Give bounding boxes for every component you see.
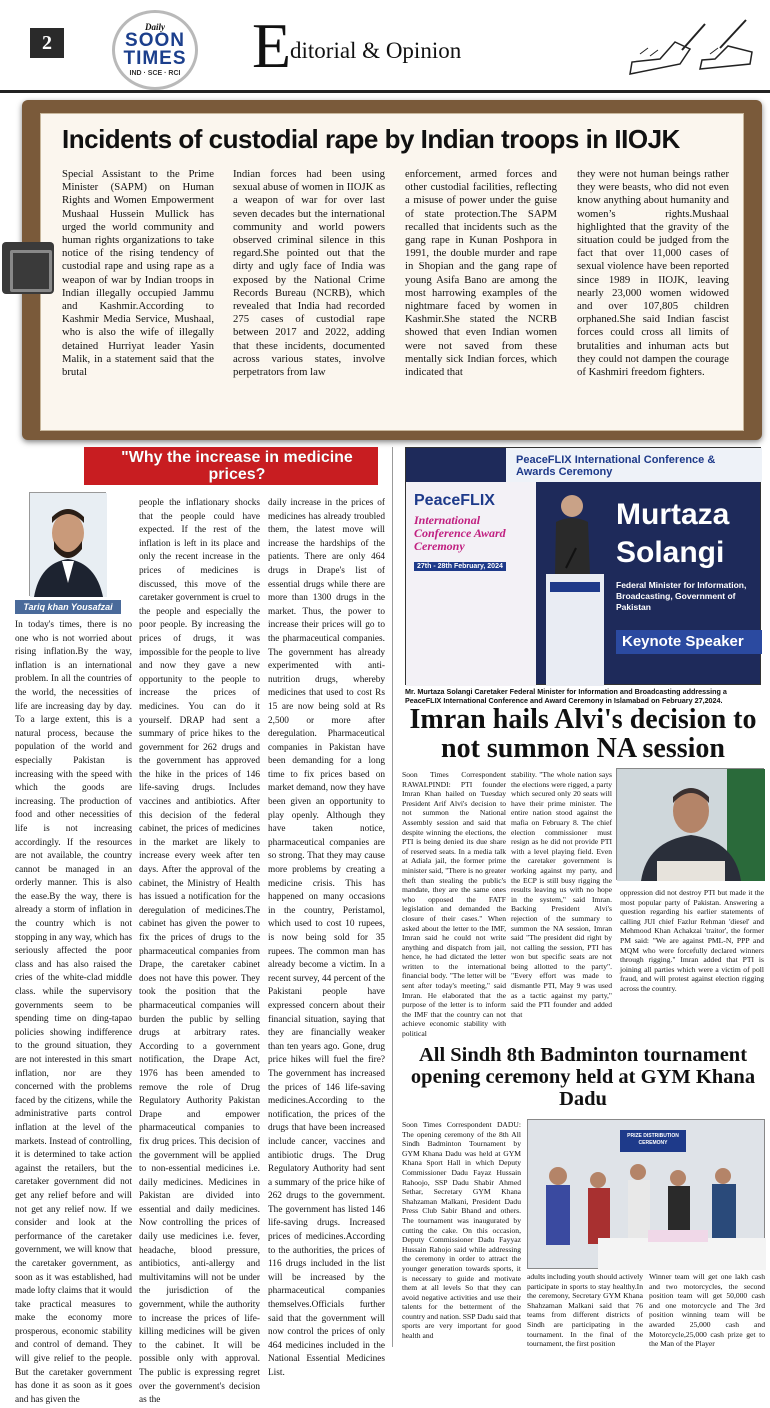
photo-left-subtitle: International Conference Award Ceremony: [414, 513, 506, 553]
opinion-column-2: people the inflationary shocks that the people could have expected. If the rest of the inflation is left in its place and only the recent increase in the prices of medicines is discussed, this move of the caretaker government is cruel to the people and especially the poor people. By increasing the prices of drugs, it was impossible for the people to live and now they gave a new opportunity to the people to increase the prices of medicines. You can do it yourself. DRAP had sent a summary of price hikes to the government for 262 drugs and the government has approved the hike in the prices of 146 life-saving drugs. Includes vaccines and antibiotics. After this decision of the federal cabinet, the prices of medicines in the market are likely to increase every week after ten days. After the approval of the cabinet, the Ministry of Health has issued a notification for the deregulation of medicines.The cabinet has given the power to fix the prices of drugs to the pharmaceutical companies from Drape, the caretaker cabinet does not have this power. They took the position that the pharmaceutical companies will burden the public by selling drugs at arbitrary rates. According to a government notification, the Drape Act, 1976 has been amended to remove the role of Drug Regulatory Authority Pakistan Drape and empower pharmaceutical companies to fix drug prices. This decision of the government will be applied to non-essential medicines i.e. daily medicines. Medicines in Pakistan are divided into essential and daily medicines. Now controlling the prices of daily use medicines i.e. fever, headache, blood pressure, antibiotics, anti-allergy and multivitamins will not be under the jurisdiction of the government, while the authority to increase the prices of life-killing medicines will be given to the cabinet. It will be possible only with approval. The public is expressing regret over the government's decision as the: [139, 498, 260, 1406]
editorial-title: Incidents of custodial rape by Indian troops in IIOJK: [62, 124, 680, 154]
imran-portrait-icon: [617, 769, 765, 881]
opinion-title: "Why the increase in medicine prices?: [121, 449, 353, 483]
ceremony-sign: PRIZE DISTRIBUTION CEREMONY: [620, 1130, 686, 1152]
logo-title: SOON TIMES: [123, 30, 187, 69]
newspaper-logo: [112, 10, 198, 90]
author-portrait: [29, 492, 106, 596]
photo-banner-text: PeaceFLIX International Conference & Awards Ceremony: [516, 454, 716, 478]
header-rule: [0, 90, 770, 93]
writing-hands-icon: [620, 14, 760, 84]
photo-name-2: Solangi: [616, 536, 725, 569]
logo-daily: Daily: [145, 22, 165, 32]
opinion-column-1: In today's times, there is no one who is not worried about rising inflation.By the way, inflation is an international problem. In all the countries of the world, the necessities of life are increasing day by day. To a large extent, this is a natural process, because the population of the world and especially Pakistan is increasing with the speed with which the goods are increasing. The production of food and other necessities of life is not increasing accordingly. If the resources are not available, the country cannot be managed in an orderly manner. This is also the ease.By the way, there is already a storm of inflation in the country which is not stopping in any way, which has seriously affected the poor class and has also raised the cries of the white-clad middle class. while the supervisory governments seem to be spending time on ding-tapao policies showing indifference to the ground situation, they are not interested in this smart inflation, nor are they concerned with the problems faced by the citizens, while the administrative parts control inflation at the level of the markets. Instead of controlling, it is determined to take action against the retailers, but the caretaker government did not get any relief before and will not get any relief now. If we consider and look at the performance of the caretaker government, we will know that the caretaker government, as soon as it was established, had made lofty claims that it would take practical measures to make the economy more prosperous, economic stability and control of demand. They will give relief to the people. But the caretaker government has done it as soon as it goes and has given the: [15, 620, 132, 1405]
editorial-column-1: Special Assistant to the Prime Minister (SAPM) on Human Rights and Women Empowerment Mushaal Hussein Mullick has urged the world community and human rights organizations to take notice of the rising tendency of custodial rape and using rape as a weapon of war by Indian troops in Indian illegally occupied Jammu and Kashmir.According to Kashmir Media Service, Mushaal, who is also the wife of illegally detained Hurriyat leader Yasin Malik, in a statement said that the brutal: [62, 168, 214, 379]
imran-column-1: Soon Times Correspondent RAWALPINDI: PTI founder Imran Khan hailed on Tuesday President Arif Alvi's decision to not summon the National Assembly session and said that despite winning the elections, the PTI is being denied its due share of reserved seats. In a media talk at Adiala jail, the former prime minister said, "There is no greater theft than stealing the public's mandate, they are the same ones who opposed the FATF legislation and demanded the closure of their cases." When asked about the letter to the IMF, Imran said he could not write anything and dispatch from jail, hence, he had dictated the letter written to the international financial body. "The letter will be sent after today's meeting," said Imran. He elaborated that the purpose of the letter is to inform the IMF that the country can not achieve economic stability with political: [402, 770, 506, 1039]
conference-photo: [405, 447, 761, 685]
author-name: Tariq khan Yousafzai: [15, 600, 121, 614]
imran-headline: Imran hails Alvi's decision to not summon NA session: [409, 704, 757, 764]
editorial-column-3: enforcement, armed forces and other custodial facilities, reflecting a misuse of power under the guise of state protection.The SAPM recalled that incidents such as the gang rape in Kunan Poshpora in 1991, the double murder and rape in Shopian and the gang rape of young Asifa Bano are among the most harrowing examples of the nightmare faced by women in Kashmir.She stated the NCRB showed that even Indian women were not saved from these mentally sick Indian forces, which indicated that: [405, 168, 557, 379]
sindh-column-2: adults including youth should actively participate in sports to stay healthy.In the ceremony, Secretary GYM Khana Shahzaman Malkani said that 76 teams from different districts of Sindh are participating in the tournament. In the final of the tournament, the first position: [527, 1272, 644, 1349]
sindh-headline: All Sindh 8th Badminton tournament opening ceremony held at GYM Khana Dadu: [410, 1044, 756, 1110]
editorial-column-2: Indian forces had been using sexual abuse of women in IIOJK as a weapon of war for over last seven decades but the international community and world powers observed criminal silence in this regard.She pointed out that the dirty and ugly face of India was exposed by the National Crime Records Bureau (NCRB), which revealed that India had recorded 275 cases of custodial rape between 2017 and 2022, adding that these incidents, documented across various states, involve perpetrators from law: [233, 168, 385, 379]
logo-tagline: IND · SCE · RCI: [129, 70, 181, 77]
imran-column-2: stability. "The whole nation says the elections were rigged, a party which secured only 20 seats will have their prime minister. The entire nation stood against the mafia on February 8. The chief election commissioner must resign as he did not provide PTI with a level playing field. Even the caretaker government is working against my party, and the ECP is still busy rigging the results leaving us with no hope in the system," said Imran. Backing President Alvi's rejection of the summary to summon the NA session, Imran said "The president did right by not calling the session, PTI has won but specific seats are not being allotted to the party". "Every effort was made to dismantle PTI, May 9 was used as a tactic against my party," said the PTI founder and added that: [511, 770, 612, 1019]
person-photo-icon: [30, 493, 107, 597]
photo-name-1: Murtaza: [616, 498, 730, 531]
photo-left-date: 27th - 28th February, 2024: [414, 562, 506, 571]
opinion-column-3: daily increase in the prices of medicines has already troubled them, the latest move will increase the hardships of the patients. There are only 464 drugs in Drape's list of essential drugs while there are more than 1300 drugs in the market. Thus, the power to increase their prices will go to the pharmaceutical companies. The government has already experimented with anti-nutrition drugs, whereby medicines that used to cost Rs 15 are now being sold at Rs 2,500 or more after deregulation. Pharmaceutical companies in Pakistan have been demanding for a long time to fix prices based on market demand, now they have been given an opportunity to play openly. Although they have taken notice, pharmaceutical companies are so strong. That they may cause more problems by creating a medicine crisis. This has happened on many occasions in the country, Peristamol, which used to cost 10 rupees, is now being sold for 35 rupees. The common man has already become a victim. In a recent survey, 44 percent of the Pakistani people have expressed concern about their financial situation, saying that they are financially weaker than ten years ago. Gone, drug price hikes will fuel the fire?The government has increased the prices of 146 life-saving medicines.According to the notification, the prices of the drugs that have been increased include cancer, vaccines and antibiotic drugs. The Drug Regulatory Authority had sent a summary of the price hike of 262 drugs to the government. The government has listed 146 life-saving drugs. Increased prices of medicines.According to the authorities, the prices of 116 drugs included in the list will be increased by the pharmaceutical companies themselves.Officials further said that the government will now control the prices of only 464 medicines included in the National Essential Medicines List.: [268, 498, 385, 1378]
column-divider: [392, 447, 393, 1347]
photo-caption: Mr. Murtaza Solangi Caretaker Federal Minister for Information and Broadcasting addressing a PeaceFLIX International Conference and Award Ceremony in Islamabad on February 27,2024.: [405, 687, 727, 705]
section-title: ditorial & Opinion: [290, 38, 462, 63]
sindh-column-1: Soon Times Correspondent DADU: The opening ceremony of the 8th All Sindh Badminton Tournament by GYM Khana Dadu was held at GYM Khana Sport Hall in which Deputy Commissioner Dadu Fayaz Hussain Rahoojo, SSP Dadu Shabir Ahmed Sethar, Secretary GYM Khana Shahzaman Malkani, President Dadu Press Club Sabir Bhand and others. The tournament was inaugurated by cutting the cake. On this occasion, Deputy Commissioner Dadu Fayyaz Hussain Rahojo said while addressing the ceremony in order to attract the younger generation towards sports, it is necessary to guide and motivate them at all levels So that they can avoid negative activities and use their talents for the betterment of the country and nation. SSP Dadu said that sports are very important for good health and: [402, 1120, 521, 1341]
badminton-ceremony-photo: [527, 1119, 765, 1269]
sindh-column-3: Winner team will get one lakh cash and two motorcycles, the second position team will get 50,000 cash and one motorcycle and The 3rd position winning team will be awarded 25,000 cash and Motorcycle,25,000 cash prize get to the Man of the Player: [649, 1272, 765, 1349]
photo-keynote: Keynote Speaker: [616, 630, 762, 654]
imran-photo: [616, 768, 764, 880]
photo-role: Federal Minister for Information, Broadcasting, Government of Pakistan: [616, 580, 747, 612]
crowd-cake-cutting-icon: [528, 1120, 766, 1270]
editorial-column-4: they were not human beings rather they were beasts, who did not even know anything about humanity and women’s rights.Mushaal highlighted that the gravity of the situation could be judged from the fact that over 11,000 cases of sexual violence have been reported since 1989 in IIOJK, leaving nearly 23,000 women widowed and over 107,805 children orphaned.She said Indian fascist forces could cross all limits of brutalities and inhuman acts but they could not dampen the courage of Kashmiri freedom fighters.: [577, 168, 729, 379]
page-number: 2: [30, 28, 64, 58]
speaker-at-podium-icon: [526, 478, 626, 686]
imran-column-3: oppression did not destroy PTI but made it the most popular party of Pakistan. Answering a question regarding his earlier statements of calling JUI chief Fazlur Rehman 'diesel' and Mehmood Khan Achakzai 'traitor', the former PM said: "We are against PML-N, PPP and MQM who were forcefully declared winners through rigging." Imran added that PTI is joining all parties which were a victim of poll fraud, and will protest against election rigging across the country.: [620, 888, 764, 993]
photo-left-title: PeaceFLIX: [414, 492, 495, 509]
binder-clip-icon: [2, 242, 54, 294]
section-initial: E: [252, 10, 292, 81]
